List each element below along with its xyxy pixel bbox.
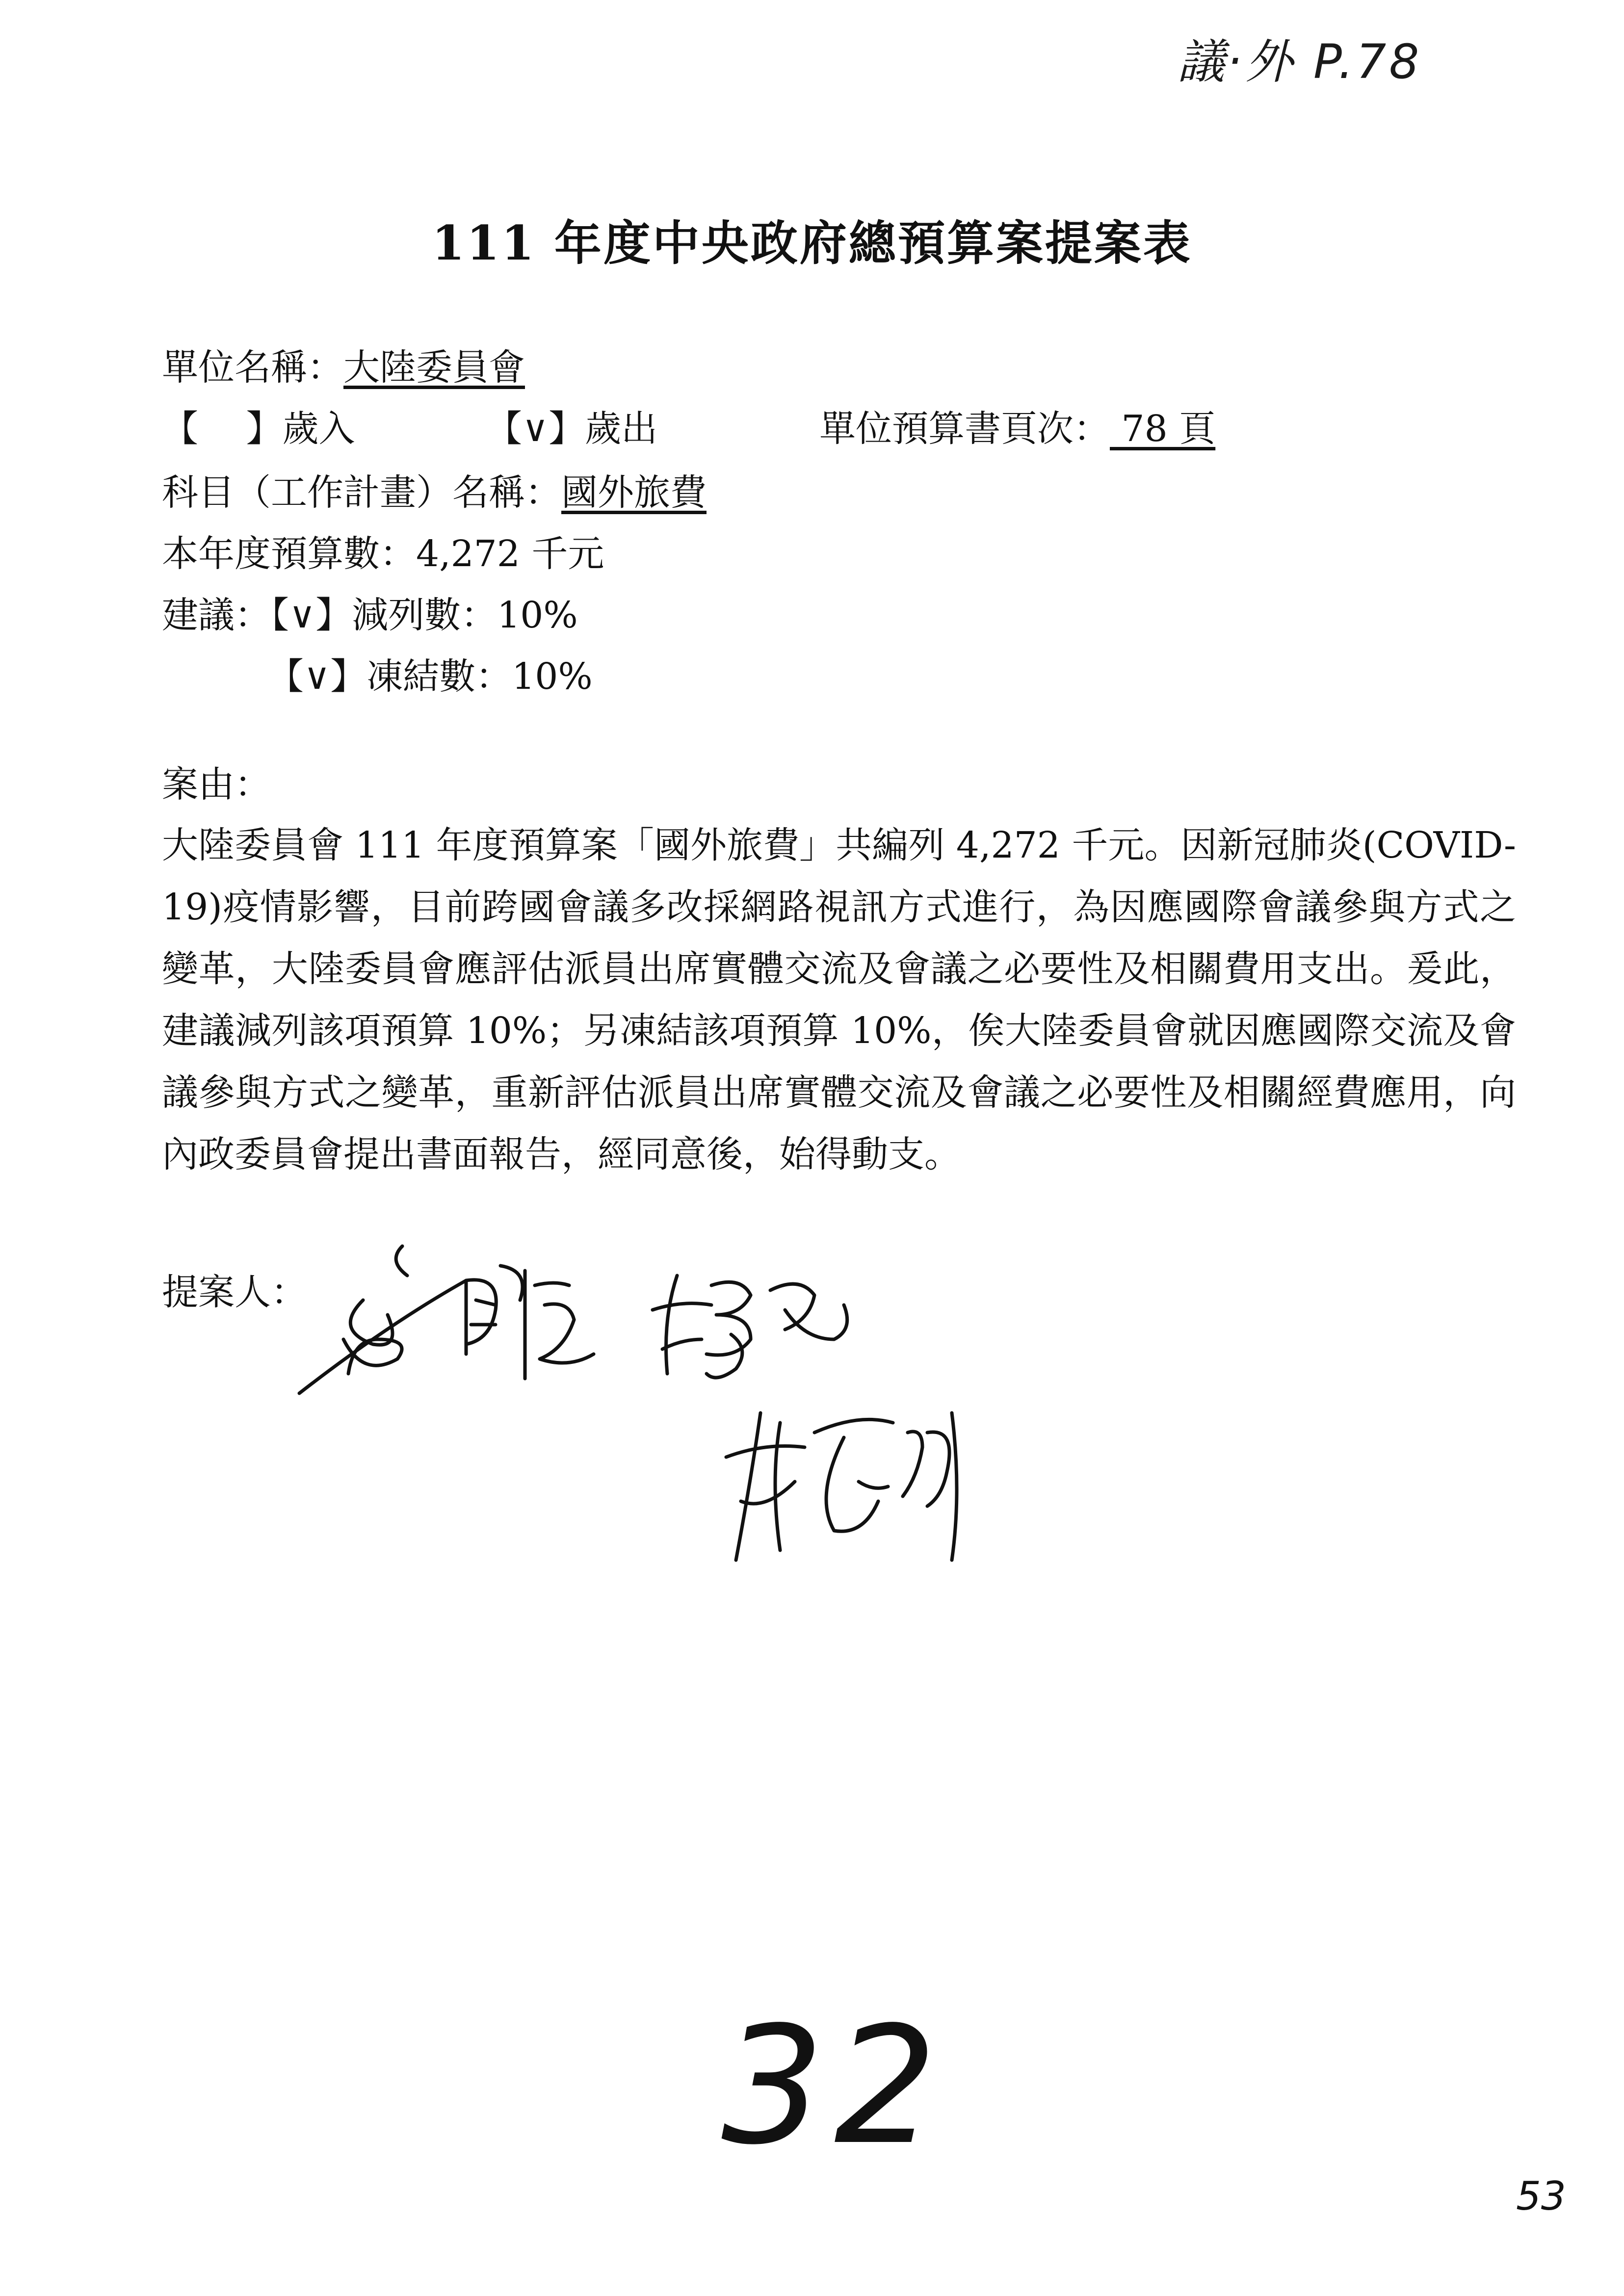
subject-label: 科目（工作計畫）名稱： [162,471,561,514]
subject-name: 國外旅費 [561,471,707,514]
suggestion-cut: 建議：【∨】減列數：10% [162,594,578,636]
proposer-signatures [289,1226,1025,1580]
handwritten-page-number: 32 [721,1992,947,2180]
reason-text: 大陸委員會 111 年度預算案「國外旅費」共編列 4,272 千元。因新冠肺炎(COVID-19)疫情影響，目前跨國會議多改採網路視訊方式進行，為因應國際會議參與方式之變革，大陸委員會應評估派員出席實體交流及會議之必要性及相關費用支出。爰此，建議減列該項預算 10%；另凍結該項預算 10%，俟大陸委員會就因應國際交流及會議參與方式之變革，重新評估派員出席實體交流及會議之必要性及相關經費應用，向內政委員會提出書面報告，經同意後，始得動支。 [162,824,1516,1175]
revenue-checkbox: 【 】歲入 [162,408,355,450]
proposer-label: 提案人： [162,1271,307,1313]
reason-label: 案由： [162,763,271,806]
unit-label: 單位名稱： [162,346,343,389]
unit-row [162,339,525,391]
unit-name: 大陸委員會 [343,346,525,389]
budget-amount: 本年度預算數：4,272 千元 [162,533,604,575]
budget-page-field [819,400,1215,452]
handwritten-page-note: 議‧外 P.78 [1178,34,1422,89]
corner-mark: 53 [1516,2173,1566,2219]
expense-checkbox: 【∨】歲出 [486,408,658,450]
budget-page-value: 78 頁 [1110,408,1216,450]
subject-row [162,464,707,516]
budget-page-label: 單位預算書頁次： [819,408,1110,450]
form-title: 111 年度中央政府總預算案提案表 [432,215,1192,271]
suggestion-freeze: 【∨】凍結數：10% [267,655,593,698]
